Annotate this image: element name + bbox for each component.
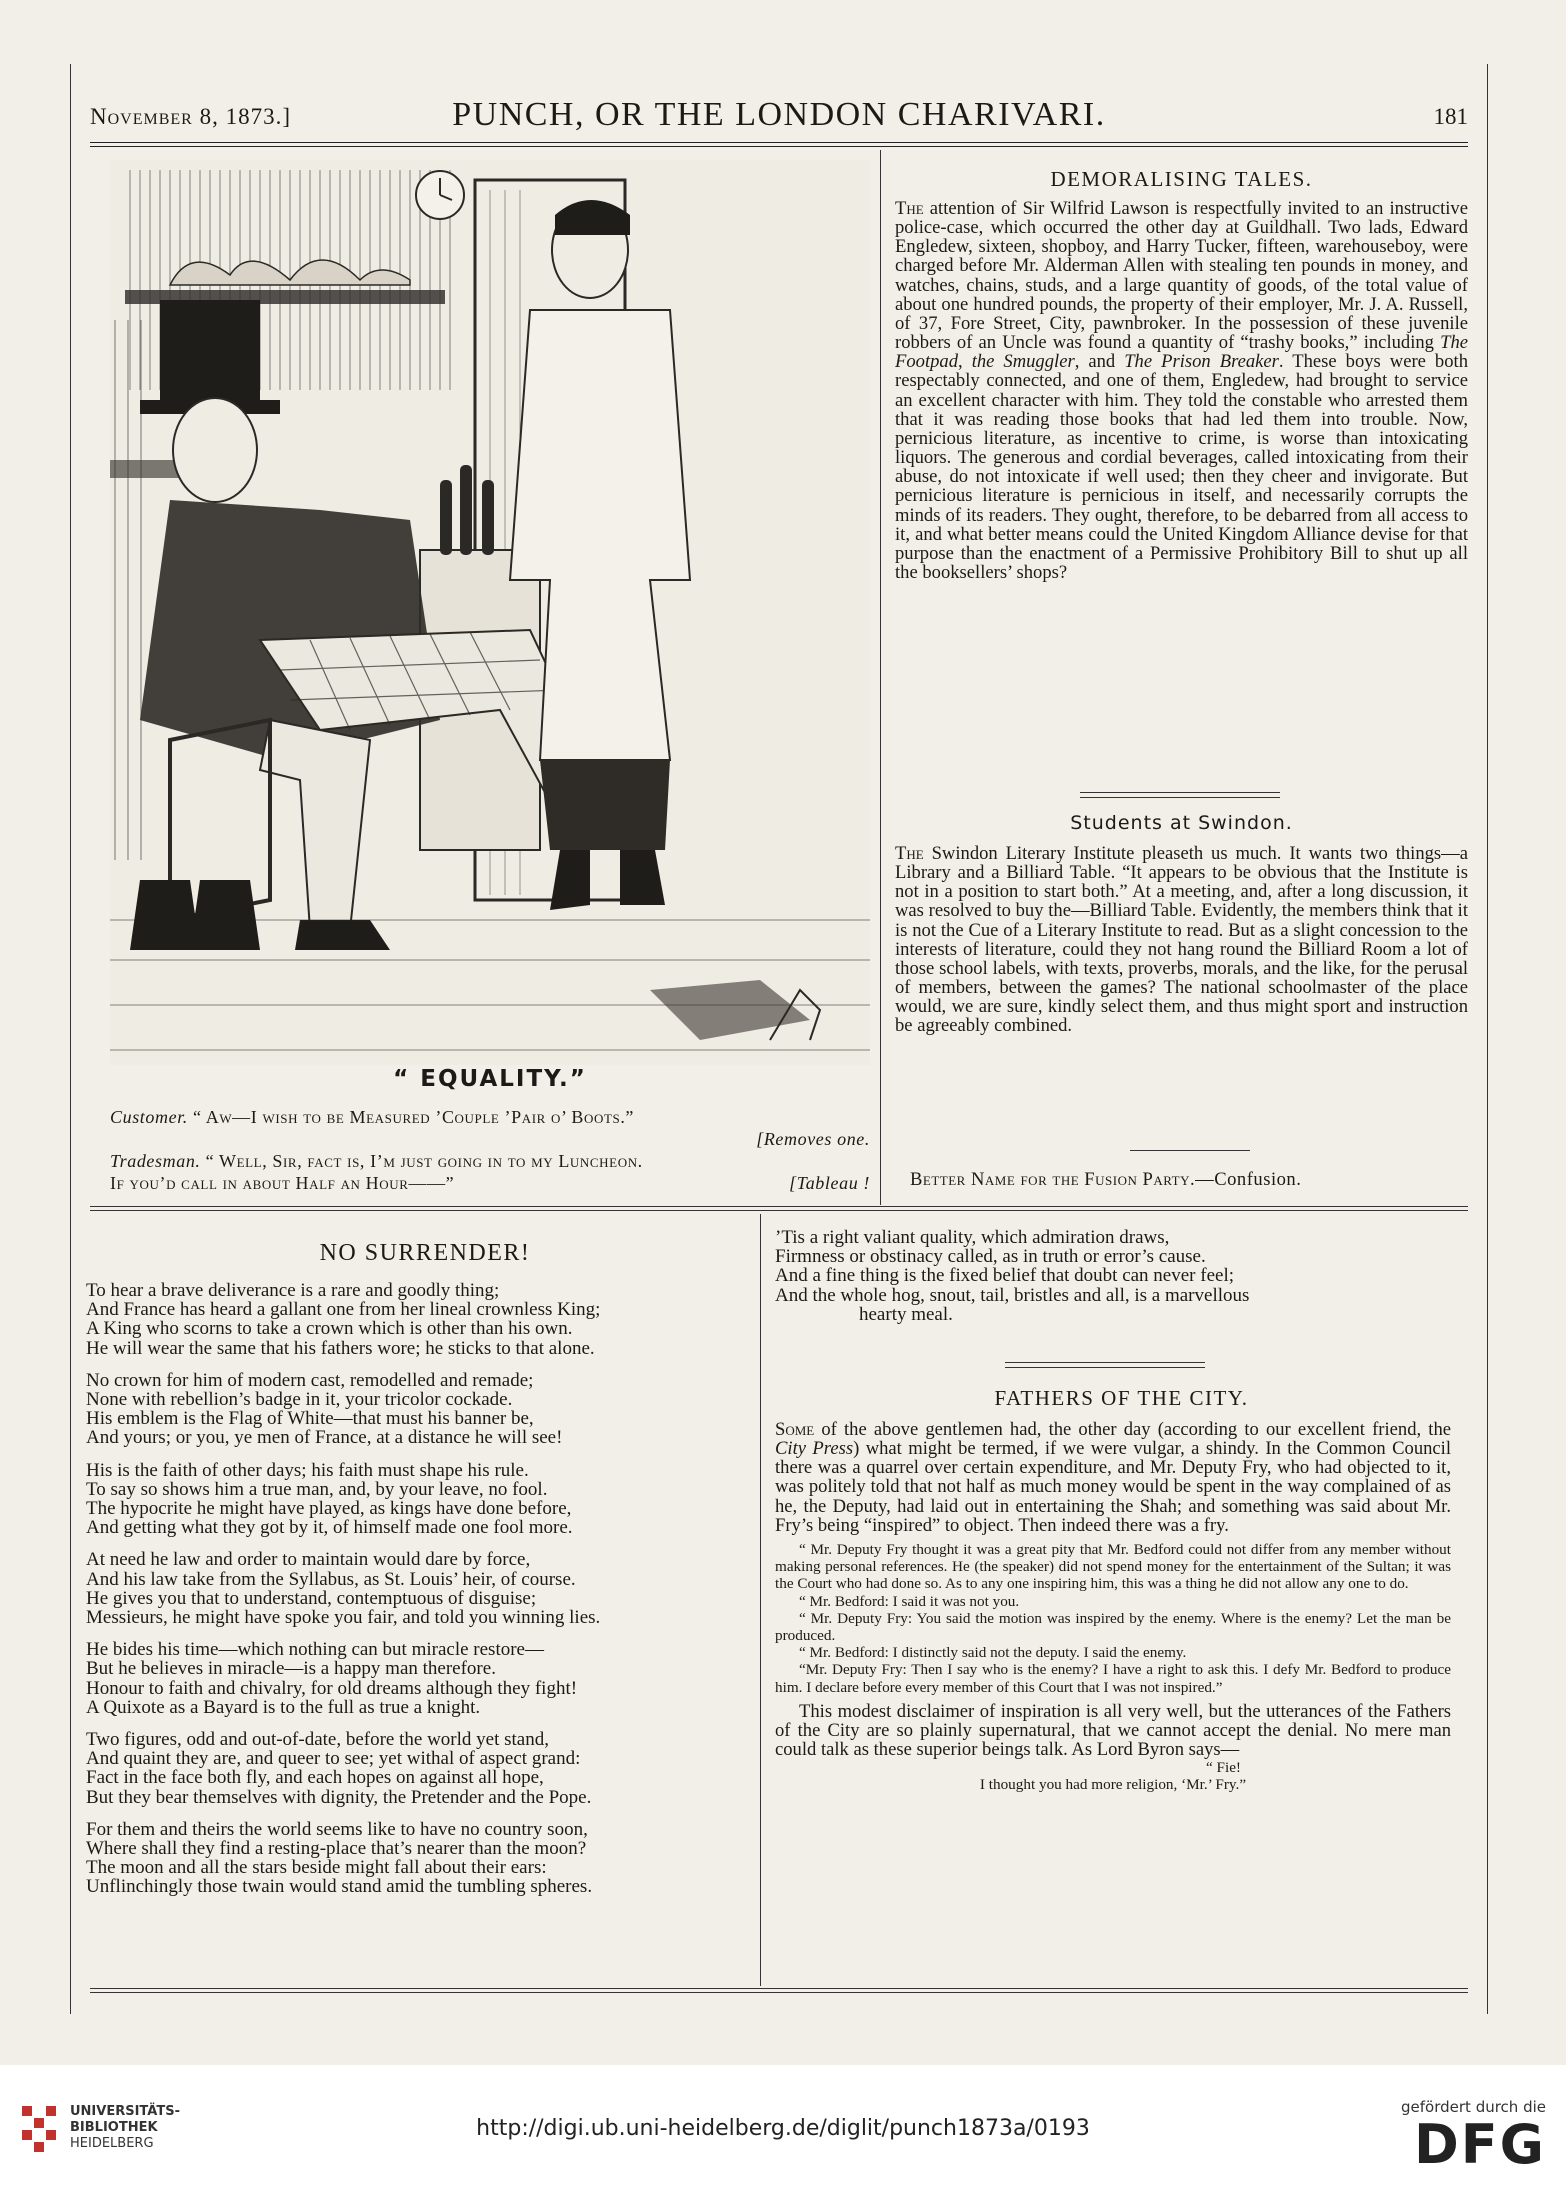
poem-line: And the whole hog, snout, tail, bristles and all, is a marvellous <box>775 1284 1250 1306</box>
newspaper-title: City Press <box>775 1438 854 1460</box>
poem-line: Fact in the face both fly, and each hopes on against all hope, <box>86 1767 544 1789</box>
fathers-heading: FATHERS OF THE CITY. <box>994 1386 1249 1410</box>
poem-line: ’Tis a right valiant quality, which admiration draws, <box>775 1227 1170 1248</box>
cartoon-line-1 <box>110 1106 870 1128</box>
byron-quote-1: “ Fie! <box>1205 1759 1241 1777</box>
funded-by-label: gefördert durch die <box>1401 2098 1546 2116</box>
funding-note <box>1401 2098 1546 2174</box>
poem-line: None with rebellion’s badge in it, your tricolor cockade. <box>86 1389 513 1411</box>
speaker-customer: Customer. <box>110 1107 188 1127</box>
poem-line: And a fine thing is the fixed belief that doubt can never feel; <box>775 1265 1235 1287</box>
surrender-poem <box>86 1281 756 1910</box>
poem-line: A King who scorns to take a crown which is other than his own. <box>86 1318 573 1340</box>
fathers-text-1a: of the above gentlemen had, the other day (according to our excellent friend, the <box>814 1419 1451 1440</box>
column-divider-top <box>880 150 881 1205</box>
column-divider-bottom <box>760 1214 761 1986</box>
cartoon-illustration <box>110 160 870 1065</box>
poem-line: Honour to faith and chivalry, for old dreams although they fight! <box>86 1677 578 1699</box>
poem-stanza <box>86 1820 756 1897</box>
poem-line: A Quixote as a Bayard is to the full as true a knight. <box>86 1696 481 1718</box>
surrender-heading: NO SURRENDER! <box>319 1240 531 1266</box>
publication-title: PUNCH, OR THE LONDON CHARIVARI. <box>452 96 1106 133</box>
fusion-joke <box>910 1170 1468 1189</box>
book-title-prison-breaker: The Prison Breaker <box>1124 351 1279 373</box>
quote-paragraph: “ Mr. Deputy Fry: You said the motion was inspired by the enemy. Where is the enemy? Let the man be produced. <box>775 1609 1451 1644</box>
section-rule <box>90 1206 1468 1207</box>
poem-line: And yours; or you, ye men of France, at a distance he will see! <box>86 1427 563 1449</box>
poem-line: Two figures, odd and out-of-date, before the world yet stand, <box>86 1729 549 1751</box>
tradesman-line-continued: If you’d call in about Half an Hour——” <box>110 1173 455 1193</box>
poem-line: For them and theirs the world seems like to have no country soon, <box>86 1818 588 1840</box>
poem-stanza <box>86 1730 756 1807</box>
poem-line: Firmness or obstinacy called, as in truth or error’s cause. <box>775 1246 1206 1268</box>
speaker-tradesman: Tradesman. <box>110 1151 201 1171</box>
demoralising-heading: DEMORALISING TALES. <box>1050 167 1313 191</box>
article-separator <box>1005 1362 1205 1368</box>
poem-line: The moon and all the stars beside might fall about their ears: <box>86 1857 547 1879</box>
issue-date: November 8, 1873.] <box>90 104 291 129</box>
poem-stanza <box>86 1461 756 1538</box>
library-line: BIBLIOTHEK <box>70 2120 158 2135</box>
swindon-text: Swindon Literary Institute pleaseth us much. It wants two things—a Library and a Billiard Table. “It appears to be obvious that the Institute is not in a position to start both.” At a meeting, and, after a long discussion, it was resolved to buy the—Billiard Table. Evidently, the members think that it is not the Cue of a Literary Institute to read. But as a slight concession to the interests of literature, could they not hang round the Billiard Room a lot of those school labels, with texts, proverbs, morals, and the like, for the perusal of members, between the games? The national schoolmaster of the place would, we are sure, kindly select them, and thus might sport and instruction be agreeably combined. <box>895 843 1468 1037</box>
demoralising-sep-2: , and <box>1074 351 1125 373</box>
cartoon-line-3 <box>110 1172 870 1194</box>
quote-paragraph: “ Mr. Bedford: I said it was not you. <box>799 1592 1020 1610</box>
article-separator <box>1080 792 1280 798</box>
fusion-label: Better Name for the Fusion Party. <box>910 1169 1196 1190</box>
poem-line: The hypocrite he might have played, as kings have done before, <box>86 1498 572 1520</box>
library-line: UNIVERSITÄTS- <box>70 2104 180 2119</box>
poem-line: Unflinchingly those twain would stand amid the tumbling spheres. <box>86 1876 593 1898</box>
book-title-footpad: The Footpad <box>895 332 1468 373</box>
demoralising-article <box>895 199 1468 582</box>
cartoon-title: “ EQUALITY.” <box>393 1066 587 1092</box>
poem-line: To say so shows him a true man, and, by your leave, no fool. <box>86 1478 548 1500</box>
swindon-lead-word: The <box>895 843 924 864</box>
masthead-rule <box>90 142 1468 143</box>
page-number: 181 <box>1433 104 1468 129</box>
stage-direction-removes: [Removes one. <box>756 1129 870 1149</box>
poem-line: And quaint they are, and queer to see; yet withal of aspect grand: <box>86 1748 581 1770</box>
poem-line: And France has heard a gallant one from her lineal crownless King; <box>86 1299 601 1321</box>
poem-line: Where shall they find a resting-place that’s nearer than the moon? <box>86 1838 587 1860</box>
poem-line: At need he law and order to maintain would dare by force, <box>86 1549 531 1571</box>
quote-paragraph: “ Mr. Bedford: I distinctly said not the deputy. I said the enemy. <box>799 1644 1187 1662</box>
fusion-answer: —Confusion. <box>1195 1169 1302 1190</box>
book-title-smuggler: the Smuggler <box>971 351 1075 373</box>
poem-line: He will wear the same that his fathers wore; he sticks to that alone. <box>86 1337 595 1359</box>
poem-line: His emblem is the Flag of White—that must his banner be, <box>86 1408 534 1430</box>
poem-line: But they bear themselves with dignity, the Pretender and the Pope. <box>86 1786 592 1808</box>
poem-stanza <box>86 1550 756 1627</box>
masthead-rule-thin <box>90 146 1468 147</box>
masthead <box>90 96 1468 140</box>
poem-stanza <box>86 1371 756 1448</box>
dfg-logo: DFG <box>1413 2113 1546 2176</box>
fathers-article <box>775 1420 1451 1794</box>
poem-line: Messieurs, he might have spoke you fair, and told you winning lies. <box>86 1607 601 1629</box>
poem-stanza <box>86 1640 756 1717</box>
bottom-rule <box>90 1988 1468 1989</box>
short-rule <box>1130 1150 1250 1151</box>
poem-line: His is the faith of other days; his faith must shape his rule. <box>86 1459 529 1481</box>
surrender-continuation <box>775 1228 1468 1324</box>
demoralising-sep-1: , <box>958 351 972 373</box>
byron-quote-2: I thought you had more religion, ‘Mr.’ Fry.” <box>979 1776 1247 1794</box>
poem-line: hearty meal. <box>859 1303 953 1325</box>
stage-direction-tableau: [Tableau ! <box>789 1173 870 1193</box>
fathers-lead-word: Some <box>775 1419 815 1440</box>
source-url-link[interactable]: http://digi.ub.uni-heidelberg.de/diglit/punch1873a/0193 <box>476 2116 1090 2141</box>
poem-line: And his law take from the Syllabus, as St. Louis’ heir, of course. <box>86 1568 576 1590</box>
demoralising-text-1: attention of Sir Wilfrid Lawson is respectfully invited to an instructive police-case, which occurred the other day at Guildhall. Two lads, Edward Engledew, sixteen, shopboy, and Harry Tucker, fifteen, warehouseboy, were charged before Mr. Alderman Allen with stealing ten pounds in money, and watches, chains, studs, and a large quantity of goods, of the total value of about one hundred pounds, the property of their employer, Mr. J. A. Russell, of 37, Fore Street, City, pawnbroker. In the possession of these juvenile robbers of an Uncle was found a quantity of “trashy books,” including <box>895 198 1468 354</box>
quote-paragraph: “Mr. Deputy Fry: Then I say who is the enemy? I have a right to ask this. I defy Mr. Bedford to produce him. I declare before every member of this Court that I was not inspired.” <box>775 1661 1451 1696</box>
poem-line: But he believes in miracle—is a happy man therefore. <box>86 1658 496 1680</box>
demoralising-lead-word: The <box>895 198 924 219</box>
bottom-rule-thin <box>90 1992 1468 1993</box>
library-line: HEIDELBERG <box>70 2136 154 2151</box>
poem-line: And getting what they got by it, of himself made one fool more. <box>86 1517 573 1539</box>
demoralising-text-2: . These boys were both respectably connected, and one of them, Engledew, had brought to service an excellent character with him. They told the constable who arrested them that it was reading those books that had led them into trouble. Now, pernicious literature, as incentive to crime, is worse than intoxicating liquors. The generous and cordial beverages, called intoxicating from their abuse, do not intoxicate if well used; then they cheer and invigorate. But pernicious literature is pernicious in itself, and necessarily corrupts the minds of its readers. They ought, therefore, to be debarred from all access to it, and what better means could the United Kingdom Alliance devise for that purpose than the enactment of a Permissive Prohibitory Bill to shut up all the booksellers’ shops? <box>895 351 1468 583</box>
cartoon-stage-1 <box>110 1128 870 1150</box>
fathers-conclusion: This modest disclaimer of inspiration is all very well, but the utterances of the Fathers of the City are so plainly supernatural, that we cannot accept the denial. No mere man could talk as these superior beings talk. As Lord Byron says— <box>775 1700 1451 1761</box>
quote-paragraph: “ Mr. Deputy Fry thought it was a great pity that Mr. Bedford could not differ from any member without making personal references. He (the speaker) did not spend money for the entertainment of the Sultan; it was the Court who had done so. As to any one inspiring him, this was a thing he did not allow any one to do. <box>775 1540 1451 1593</box>
poem-line: He bides his time—which nothing can but miracle restore— <box>86 1639 544 1661</box>
swindon-article <box>895 844 1468 1036</box>
cartoon-line-2 <box>110 1150 870 1172</box>
swindon-heading: Students at Swindon. <box>1070 812 1293 834</box>
fathers-text-1b: ) what might be termed, if we were vulgar, a shindy. In the Common Council there was a quarrel over certain expenditure, and Mr. Deputy Fry, who had objected to it, was politely told that not half as much money would be spent in the way complained of as he, the Deputy, had laid out in entertaining the Shah; and something was said about Mr. Fry’s being “inspired” to object. Then indeed there was a fry. <box>775 1438 1451 1536</box>
poem-line: To hear a brave deliverance is a rare and goodly thing; <box>86 1280 500 1301</box>
poem-line: No crown for him of modern cast, remodelled and remade; <box>86 1369 534 1391</box>
poem-line: He gives you that to understand, contemptuous of disguise; <box>86 1587 537 1609</box>
tradesman-line: “ Well, Sir, fact is, I’m just going in to my Luncheon. <box>200 1151 643 1171</box>
section-rule-thin <box>90 1210 1468 1211</box>
poem-stanza <box>86 1281 756 1358</box>
customer-line: “ Aw—I wish to be Measured ’Couple ’Pair o’ Boots.” <box>187 1107 635 1127</box>
